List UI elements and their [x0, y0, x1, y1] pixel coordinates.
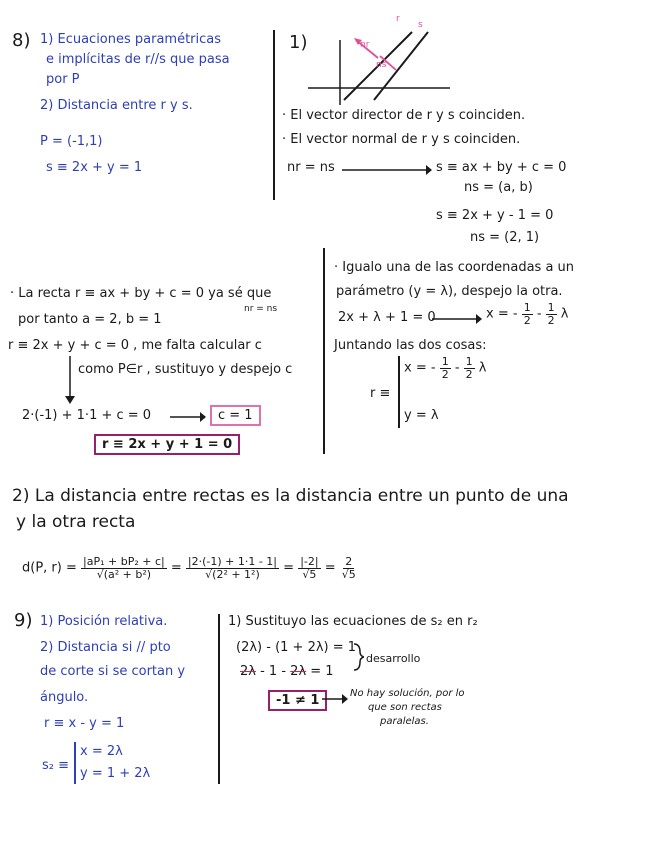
distance-frac-sub: $\frac{|2\cdot(-1) + 1\cdot 1 - 1|}{\text{√(2² + 1²)}}$ — [187, 555, 278, 581]
recta-line-a: · La recta r ≡ ax + by + c = 0 ya sé que — [10, 286, 272, 301]
distance-formula: d(P, r) = $\frac{\text{|aP₁ + bP₂ + c|}}{\text{√(a² + b²)}}$ = $\frac{|2\cdot(-1) + 1\cdot 1 - 1|}{\text{√(2² + 1²)}}$ = $\frac{|-2|}{√5}$ = $\frac{2}{√5}$ — [22, 555, 356, 581]
graph-label-s: s — [418, 20, 423, 30]
task-1-line-b: e implícitas de r//s que pasa — [46, 52, 230, 67]
cancelled-term-2: 2λ — [290, 664, 307, 679]
brace-icon — [352, 642, 364, 672]
calc-c: 2·(-1) + 1·1 + c = 0 — [22, 408, 152, 423]
igualo-line-b: parámetro (y = λ), despejo la otra. — [336, 284, 563, 299]
note-line-a: No hay solución, por lo — [350, 688, 465, 699]
param-lhs: 2x + λ + 1 = 0 — [338, 310, 436, 325]
vector-normal-text: · El vector normal de r y s coinciden. — [282, 132, 521, 147]
line-s: s ≡ 2x + y = 1 — [46, 160, 143, 175]
system-x: x = - $\frac{1}{2}$ - $\frac{1}{2}$ λ — [404, 355, 487, 381]
s2-label: s₂ ≡ — [42, 758, 70, 773]
graph-label-r: r — [396, 14, 400, 24]
nr-equals-ns: nr = ns — [287, 160, 335, 175]
ns-general: ns = (a, b) — [464, 180, 533, 195]
distance-lhs: d(P, r) = — [22, 560, 77, 576]
arrow-down-icon — [64, 356, 76, 404]
point-p: P = (-1,1) — [40, 134, 103, 149]
equation-1: (2λ) - (1 + 2λ) = 1 — [236, 640, 357, 655]
task9-2-a: 2) Distancia si // pto — [40, 640, 171, 655]
graph-label: 1) — [289, 32, 308, 53]
note-line-b: que son rectas — [368, 702, 442, 713]
equation-2-middle: - 1 - — [260, 664, 291, 679]
task9-1: 1) Posición relativa. — [40, 614, 168, 629]
equation-2-end: = 1 — [310, 664, 334, 679]
arrow-right-icon — [432, 313, 482, 325]
desarrollo-label: desarrollo — [366, 652, 421, 665]
system-x-label: x = - — [404, 360, 436, 376]
note-line-c: paralelas. — [380, 716, 429, 727]
graph-label-ns: ns — [376, 60, 387, 70]
fraction-1: $\frac{1}{2}$ — [523, 301, 531, 327]
distance-title-b: y la otra recta — [16, 512, 136, 532]
s-general-equation: s ≡ ax + by + c = 0 — [436, 160, 567, 175]
divider-bottom — [218, 614, 220, 784]
s2-y: y = 1 + 2λ — [80, 766, 151, 781]
distance-frac-simp: $\frac{|-2|}{√5}$ — [300, 555, 319, 581]
distance-title-a: 2) La distancia entre rectas es la distancia entre un punto de una — [12, 486, 569, 506]
s-specific-equation: s ≡ 2x + y - 1 = 0 — [436, 208, 554, 223]
arrow-right-icon — [322, 693, 348, 705]
graph-label-nr: nr — [360, 40, 370, 50]
fraction-4: $\frac{1}{2}$ — [465, 355, 473, 381]
system-brace — [398, 356, 400, 428]
fraction-3: $\frac{1}{2}$ — [441, 355, 449, 381]
cancelled-term-1: 2λ — [240, 664, 256, 679]
igualo-line-a: · Igualo una de las coordenadas a un — [334, 260, 575, 275]
param-x-label: x = - — [486, 306, 518, 322]
task-1-line-a: 1) Ecuaciones paramétricas — [40, 32, 222, 47]
distance-frac-general: $\frac{\text{|aP₁ + bP₂ + c|}}{\text{√(a² + b²)}}$ — [83, 555, 165, 581]
arrow-right-icon — [342, 164, 432, 176]
recta-line-b: por tanto a = 2, b = 1 — [18, 312, 162, 327]
divider-middle — [323, 248, 325, 454]
task9-2-c: ángulo. — [40, 690, 89, 705]
line-r9: r ≡ x - y = 1 — [44, 716, 125, 731]
como-text: como P∈r , sustituyo y despejo c — [78, 362, 293, 377]
task9-2-b: de corte si se cortan y — [40, 664, 186, 679]
r-result-box: r ≡ 2x + y + 1 = 0 — [94, 434, 240, 455]
juntando-text: Juntando las dos cosas: — [334, 338, 487, 353]
arrow-right-icon — [170, 411, 206, 423]
lambda-symbol: λ — [478, 360, 487, 376]
c-result-box: c = 1 — [210, 405, 261, 426]
vector-director-text: · El vector director de r y s coinciden. — [282, 108, 526, 123]
recta-line-c: r ≡ 2x + y + c = 0 , me falta calcular c — [8, 338, 262, 353]
result-box: -1 ≠ 1 — [268, 690, 327, 711]
system-y: y = λ — [404, 408, 439, 423]
recta-small-note: nr = ns — [244, 304, 278, 314]
exercise-number-9: 9) — [14, 610, 33, 631]
task-1-line-c: por P — [46, 72, 80, 87]
exercise-number-8: 8) — [12, 30, 31, 51]
lambda-symbol: λ — [560, 306, 569, 322]
equation-2 — [240, 664, 334, 679]
task-2: 2) Distancia entre r y s. — [40, 98, 193, 113]
fraction-2: $\frac{1}{2}$ — [547, 301, 555, 327]
sustituyo-text: 1) Sustituyo las ecuaciones de s₂ en r₂ — [228, 614, 478, 629]
r-system-label: r ≡ — [370, 386, 391, 401]
distance-frac-result: $\frac{2}{√5}$ — [341, 555, 356, 581]
param-rhs: x = - $\frac{1}{2}$ - $\frac{1}{2}$ λ — [486, 301, 569, 327]
s2-x: x = 2λ — [80, 744, 123, 759]
divider-top — [273, 30, 275, 200]
s2-system-brace — [74, 742, 76, 784]
ns-specific: ns = (2, 1) — [470, 230, 540, 245]
